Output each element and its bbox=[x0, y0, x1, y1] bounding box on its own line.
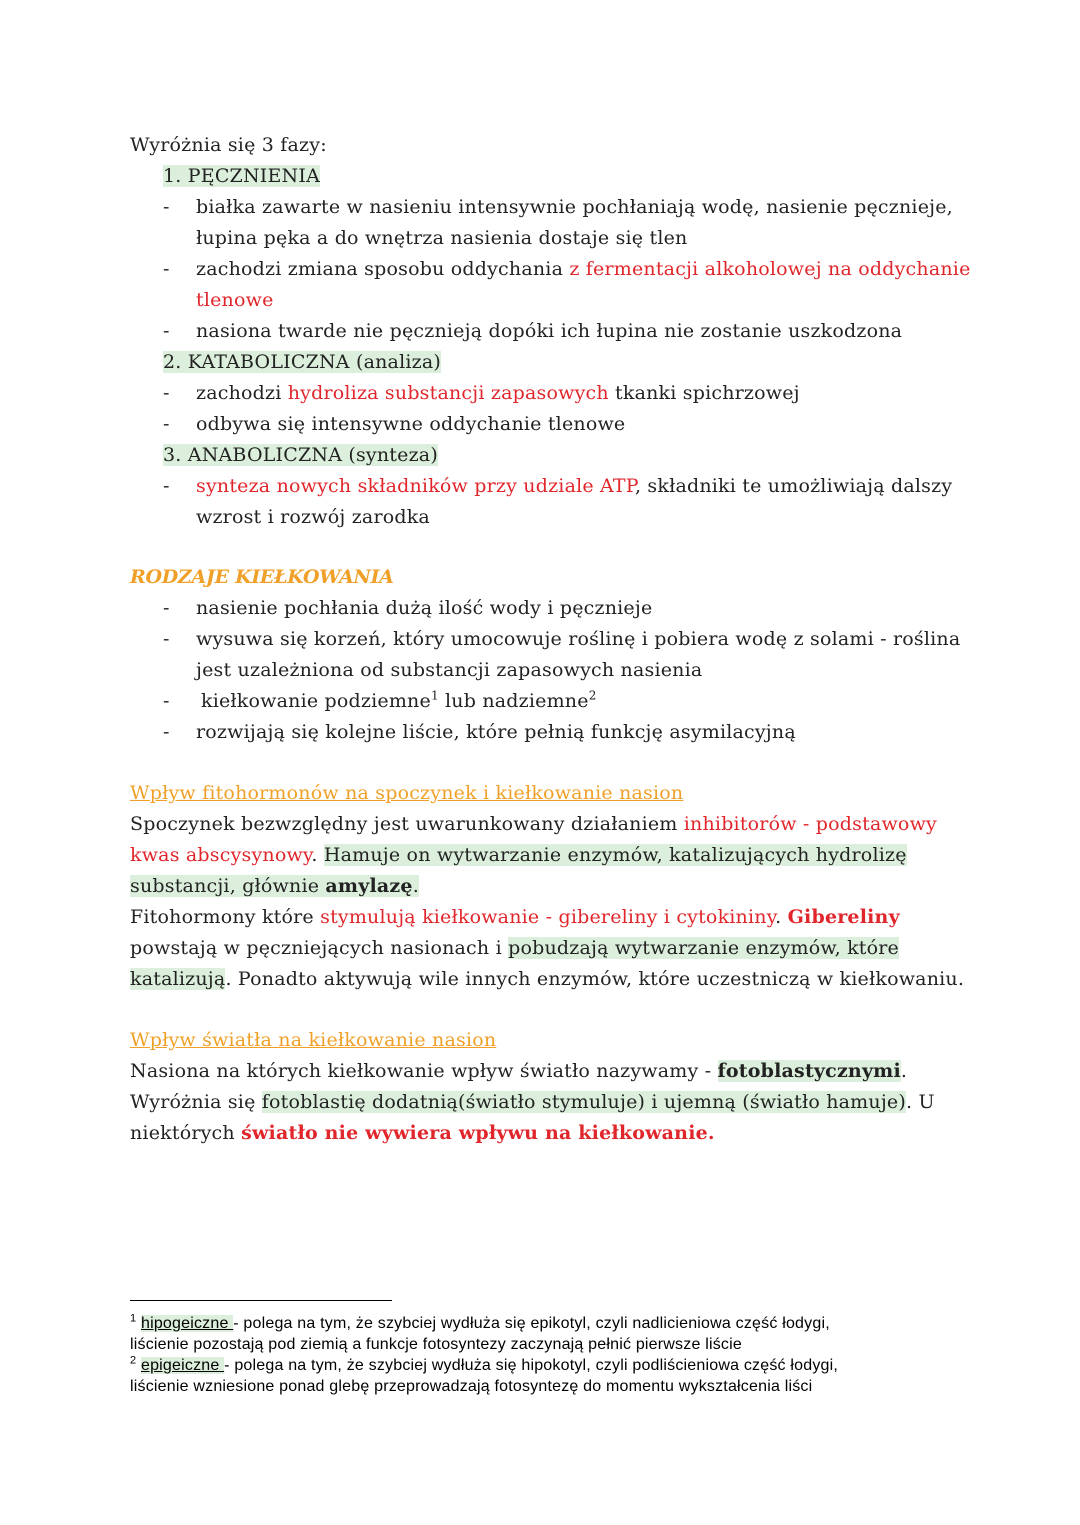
section-heading-hormones: Wpływ fitohormonów na spoczynek i kiełkowanie nasion bbox=[130, 782, 684, 804]
bullet-dash: - bbox=[163, 413, 170, 435]
footnote-2-cont: liścienie wzniesione ponad glebę przeprowadzają fotosyntezę do momentu wykształcenia liści bbox=[130, 1378, 813, 1395]
light-line-2: Wyróżnia się fotoblastię dodatnią(światło stymuluje) i ujemną (światło hamuje). U bbox=[130, 1091, 935, 1113]
bullet-dash: - bbox=[163, 721, 170, 743]
footnote-1: $^1$ hipogeiczne - polega na tym, że szybciej wydłuża się epikotyl, czyli nadlicieniowa część łodygi, bbox=[130, 1312, 830, 1332]
hormones-line-4: Fitohormony które stymulują kiełkowanie - gibereliny i cytokininy. Gibereliny bbox=[130, 906, 900, 928]
bullet-dash: - bbox=[163, 382, 170, 404]
intro-text: Wyróżnia się 3 fazy: bbox=[130, 134, 327, 156]
bullet-dash: - bbox=[163, 690, 170, 712]
bullet-dash: - bbox=[163, 320, 170, 342]
hormones-line-6: katalizują. Ponadto aktywują wile innych enzymów, które uczestniczą w kiełkowaniu. bbox=[130, 968, 965, 990]
light-line-3: niektórych światło nie wywiera wpływu na kiełkowanie. bbox=[130, 1122, 715, 1144]
hormones-line-2: kwas abscysynowy. Hamuje on wytwarzanie enzymów, katalizujących hydrolizę bbox=[130, 844, 907, 866]
footnote-term-epigeiczne: epigeiczne bbox=[140, 1357, 225, 1374]
light-line-1: Nasiona na których kiełkowanie wpływ światło nazywamy - fotoblastycznymi. bbox=[130, 1060, 908, 1082]
types-bullet-2-cont: jest uzależniona od substancji zapasowych nasienia bbox=[196, 659, 703, 681]
footnote-separator bbox=[130, 1300, 392, 1301]
footnote-ref-1: 1 bbox=[430, 688, 439, 703]
footnote-ref-2: 2 bbox=[588, 688, 597, 703]
phase-1-bullet-1-cont: łupina pęka a do wnętrza nasienia dostaje się tlen bbox=[196, 227, 688, 249]
bullet-dash: - bbox=[163, 475, 170, 497]
section-heading-light: Wpływ światła na kiełkowanie nasion bbox=[130, 1029, 497, 1051]
bullet-dash: - bbox=[163, 258, 170, 280]
hormones-line-5: powstają w pęczniejących nasionach i pobudzają wytwarzanie enzymów, które bbox=[130, 937, 899, 959]
footnote-term-hipogeiczne: hipogeiczne bbox=[140, 1315, 234, 1332]
hormones-line-1: Spoczynek bezwzględny jest uwarunkowany działaniem inhibitorów - podstawowy bbox=[130, 813, 937, 835]
phase-1-bullet-2-cont: tlenowe bbox=[196, 289, 274, 311]
bullet-dash: - bbox=[163, 628, 170, 650]
bullet-dash: - bbox=[163, 196, 170, 218]
bullet-dash: - bbox=[163, 597, 170, 619]
document-page: Wyróżnia się 3 fazy: 1. PĘCZNIENIA - białka zawarte w nasieniu intensywnie pochłaniają wodę, nasienie pęcznieje, łupina pęka a do wnętrza nasienia dostaje się tlen - zachodzi zmiana sposobu oddychania z fermentacji alkoholowej na oddychanie tlenowe - nasiona twarde nie pęcznieją dopóki ich łupina nie zostanie uszkodzona 2. KATABOLICZNA (analiza) - zachodzi hydroliza substancji zapasowych tkanki spichrzowej - odbywa się intensywne oddychanie tlenowe 3. ANABOLICZNA (synteza) - synteza nowych składników przy udziale ATP, składniki te umożliwiają dalszy wzrost i rozwój zarodka RODZAJE KIEŁKOWANIA - nasienie pochłania dużą ilość wody i pęcznieje - wysuwa się korzeń, który umocowuje roślinę i pobiera wodę z solami - roślina jest uzależniona od substancji zapasowych nasienia - kiełkowanie podziemne$^1$ lub nadziemne$^2$ - rozwijają się kolejne liście, które pełnią funkcję asymilacyjną Wpływ fitohormonów na spoczynek i kiełkowanie nasion Spoczynek bezwzględny jest uwarunkowany działaniem inhibitorów - podstawowy kwas abscysynowy. Hamuje on wytwarzanie enzymów, katalizujących hydrolizę substancji, głównie amylazę. Fitohormony które stymulują kiełkowanie - gibereliny i cytokininy. Gibereliny powstają w pęczniejących nasionach i pobudzają wytwarzanie enzymów, które katalizują. Ponadto aktywują wile innych enzymów, które uczestniczą w kiełkowaniu. Wpływ światła na kiełkowanie nasion Nasiona na których kiełkowanie wpływ światło nazywamy - fotoblastycznymi. Wyróżnia się fotoblastię dodatnią(światło stymuluje) i ujemną (światło hamuje). U niektórych światło nie wywiera wpływu na kiełkowanie. $^1$ hipogeiczne - polega na tym, że szybciej wydłuża się epikotyl, czyli nadlicieniowa część łodygi, liścienie pozostają pod ziemią a funkcje fotosyntezy zaczynają pełnić pierwsze liście $^2$ epigeiczne - polega na tym, że szybciej wydłuża się hipokotyl, czyli podliścieniowa część łodygi, liścienie wzniesione ponad glebę przeprowadzają fotosyntezę do momentu wykształcenia liści bbox=[0, 0, 1080, 1525]
section-heading-types: RODZAJE KIEŁKOWANIA bbox=[130, 566, 394, 588]
phase-3-bullet-1-cont: wzrost i rozwój zarodka bbox=[196, 506, 430, 528]
footnote-2: $^2$ epigeiczne - polega na tym, że szybciej wydłuża się hipokotyl, czyli podliścieniowa część łodygi, bbox=[130, 1354, 839, 1374]
phase-2-title: 2. KATABOLICZNA (analiza) bbox=[163, 351, 441, 373]
phase-1-title: 1. PĘCZNIENIA bbox=[163, 165, 321, 187]
footnote-1-cont: liścienie pozostają pod ziemią a funkcje fotosyntezy zaczynają pełnić pierwsze liście bbox=[130, 1336, 742, 1353]
phase-3-title: 3. ANABOLICZNA (synteza) bbox=[163, 444, 438, 466]
hormones-line-3: substancji, głównie amylazę. bbox=[130, 875, 419, 897]
